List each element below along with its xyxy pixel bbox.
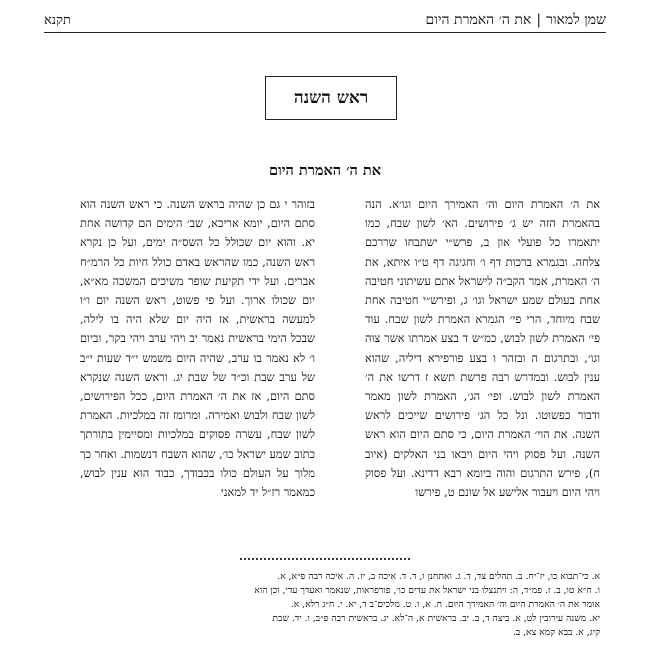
footnote-line: אומר את ה׳ האמרת היום וה׳ האמירך היום. ח. א, ו. ט. מלכים־ב ד, יא. י. ח״ג רלא, א.	[290, 599, 600, 610]
footnote-line: א. כי־תבוא כו, יז־יח. ב. תהלים צד, ד. ג. ואתחנן ו, ד. ד. איכה ב, יז. ה. איכה רבה פ״א, א.	[277, 571, 600, 582]
column-left-text: בזוהר י גם כן שהיה בראש השנה. כי ראש השנה הוא סתם היום, יומא אריכא, שב׳ הימים הם קדושה אחת יא. והוא יום שכולל כל השס״ה ימים, ועל כן נקרא ראש השנה, כמו שהראש באדם כולל חיות כל הרמ״ח אברים. ועל ידי תקיעת שופר משיכים המשכה מא״א, יום שכולו ארוך. ועל פי פשוט, ראש השנה יום ו״ו למעשה בראשית, אז היה יום שלא היה בו לילה, שבכל הימי בראשית נאמר יב ויהי ערב ויהי בקר, וביום ו׳ לא נאמר בו ערב, שהיה היום משמש י״ד שעות י״ב של ערב שבת וכ״ד של שבת יג. וראש השנה שנקרא סתם היום, אז את ה׳ האמרת היום, ככל הפירושים, לשון שבח ולבוש ואמירה. ומרומז זה במלכיות. האמרת לשון שבח, עשרה פסוקים במלכיות ומסיימין בתורתך כתוב שמע ישראל כו׳, שהוא השבח דנשמות. ואחר כך מלוך על העולם כולו בכבודך, כבוד הוא ענין לבוש, כמאמר רז״ל יד למאני	[80, 198, 315, 500]
text-column-right	[365, 195, 600, 502]
chapter-title-box	[265, 76, 397, 120]
section-title: את ה׳ האמרת היום	[268, 162, 382, 179]
running-head	[44, 12, 606, 33]
footnote-line: יא. משנה עירובין לט, א. ביצה ד, ב. יב. בראשית א, ה־לא. יג. בראשית רבה פ״ב, ו. יד. שבת	[272, 613, 600, 624]
running-head-title	[426, 12, 606, 29]
footnote-line: קיג, א. בבא קמא צא, ב.	[512, 627, 600, 638]
section-running-title: את ה׳ האמרת היום	[425, 12, 532, 28]
book-title: שמן למאור	[546, 12, 606, 28]
footnote-divider	[240, 558, 410, 560]
chapter-title: ראש השנה	[293, 88, 369, 108]
text-column-left	[80, 195, 315, 502]
page-number: תקנא	[44, 13, 71, 28]
footnotes	[45, 570, 600, 640]
running-head-separator: |	[536, 12, 542, 28]
column-right-text: את ה׳ האמרת היום וה׳ האמירך היום וגו׳א. הנה בהאמרת הזה יש ג׳ פירושים. הא׳ לשון שבח, כמו יתאמרו כל פועלי און ב, פרש״י ישתבחו שררכם צלחה. ובגמרא ברכות דף ו׳ וחגיגה דף ט״ו איתא, את ה׳ האמרת, אמר הקב״ה לישראל אתם עשיתוני חטיבה אחת בעולם שמע ישראל וגו׳ ג, ופירש״י חטיבה אחת שבח מיוחד, הרי פי׳ הגמרא האמרת לשון שבח. עוד פי׳ האמרת לשון לבוש, כמ״ש ד בצע אמרתו אשר צוה וגו׳, ובתרגום ה ובזהר ו בצע פורפירא דיליה, שהוא ענין לבוש. ובמדרש רבה פרשת תשא ז דרשו את ה׳ האמרת לשון לבוש. ופי׳ הג׳, האמרת לשון מאמר ודבור כפשוטו. ונל כל הג׳ פירושים שייכים לראש השנה. את הוי׳ האמרת היום, כי סתם היום הוא ראש השנה. ועל פסוק ויהי היום ויבאו בני האלקים (איוב ח), פירש התרגום והוה ביומא רבא דדינא. ועל פסוק ויהי היום ויעבור אלישע אל שונם ט, פירשו	[365, 198, 600, 500]
footnote-line: ו. ח״א טו, ב. ז. פמ״ד, ה: ויתנצלו בני ישראל את עדים כו׳, פורפראות, שנאמר ואעדך עדי, וכן הוא	[254, 585, 600, 596]
